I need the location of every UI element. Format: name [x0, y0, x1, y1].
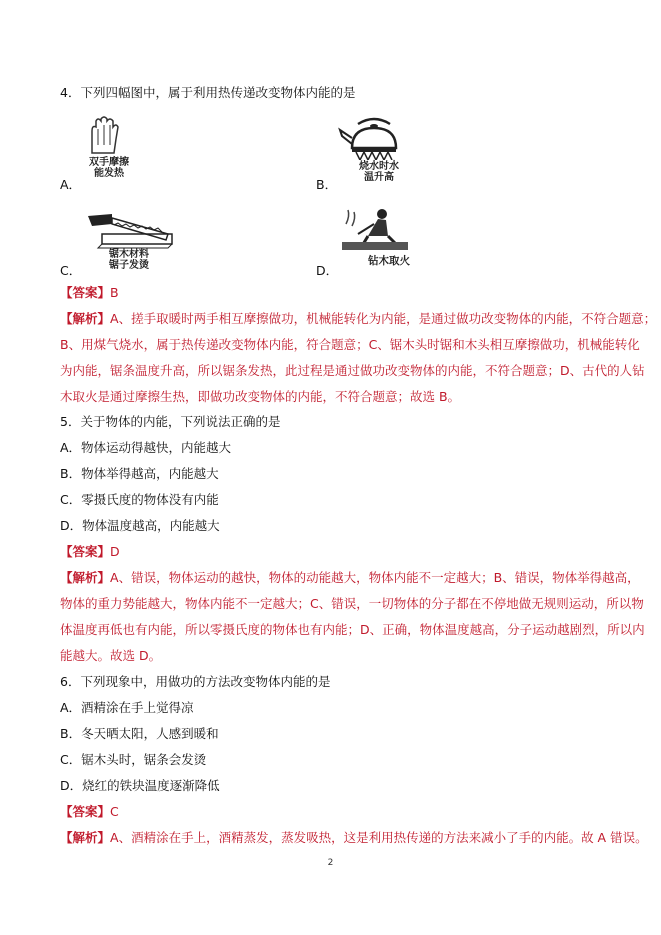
q4-option-c-label: C．: [60, 263, 82, 278]
q6-analysis-line-1: 【解析】A、酒精涂在手上，酒精蒸发，蒸发吸热，这是利用热传递的方法来减小了手的内能。故 A 错误。: [60, 830, 648, 845]
q4-analysis-line-3: 为内能，锯条温度升高，所以锯条发热，此过程是通过做功改变物体的内能，不符合题意；D、古代的人钻: [60, 363, 645, 378]
q4-analysis-line-1: 【解析】A、搓手取暖时两手相互摩擦做功，机械能转化为内能，是通过做功改变物体的内能，不符合题意；: [60, 311, 657, 326]
q5-answer: 【答案】D: [60, 544, 120, 559]
saw-figure: [82, 210, 174, 250]
q5-analysis-line-4: 能越大。故选 D。: [60, 648, 162, 663]
q4-option-b-label: B．: [316, 177, 338, 192]
q6-option-d: D．烧红的铁块温度逐渐降低: [60, 778, 220, 793]
q4-stem: 4．下列四幅图中，属于利用热传递改变物体内能的是: [60, 85, 356, 100]
q6-stem: 6．下列现象中，用做功的方法改变物体内能的是: [60, 674, 331, 689]
q6-option-b: B．冬天晒太阳，人感到暖和: [60, 726, 219, 741]
kettle-figure: [338, 114, 410, 160]
q4-option-a-label: A．: [60, 177, 82, 192]
q5-analysis-line-1: 【解析】A、错误，物体运动的越快，物体的动能越大，物体内能不一定越大；B、错误，物体举得越高，: [60, 570, 640, 585]
figure-d-caption: 钻木取火: [368, 255, 410, 267]
page-number: 2: [327, 858, 334, 868]
q5-option-d: D．物体温度越高，内能越大: [60, 518, 220, 533]
q4-answer: 【答案】B: [60, 285, 119, 300]
figure-b-caption: 烧水时水 温升高: [359, 161, 399, 183]
q5-analysis-line-2: 物体的重力势能越大，物体内能不一定越大；C、错误，一切物体的分子都在不停地做无规则运动，所以物: [60, 596, 644, 611]
q6-answer: 【答案】C: [60, 804, 119, 819]
q6-option-c: C．锯木头时，锯条会发烫: [60, 752, 207, 767]
figure-c-caption: 锯木材料 锯子发烫: [109, 249, 149, 271]
q4-option-d-label: D．: [316, 263, 339, 278]
q6-option-a: A．酒精涂在手上觉得凉: [60, 700, 194, 715]
q5-option-a: A．物体运动得越快，内能越大: [60, 440, 232, 455]
q5-analysis-line-3: 体温度再低也有内能，所以零摄氏度的物体也有内能；D、正确，物体温度越高，分子运动越剧烈，所以内: [60, 622, 645, 637]
hands-rubbing-figure: [82, 115, 132, 155]
q4-analysis-line-2: B、用煤气烧水，属于热传递改变物体内能，符合题意；C、锯木头时锯和木头相互摩擦做功，机械能转化: [60, 337, 640, 352]
q5-stem: 5．关于物体的内能，下列说法正确的是: [60, 414, 281, 429]
q4-analysis-line-4: 木取火是通过摩擦生热，即做功改变物体的内能，不符合题意；故选 B。: [60, 389, 461, 404]
fire-drilling-figure: [338, 206, 410, 252]
q5-option-c: C．零摄氏度的物体没有内能: [60, 492, 219, 507]
figure-a-caption: 双手摩擦 能发热: [89, 157, 129, 179]
q5-option-b: B．物体举得越高，内能越大: [60, 466, 219, 481]
